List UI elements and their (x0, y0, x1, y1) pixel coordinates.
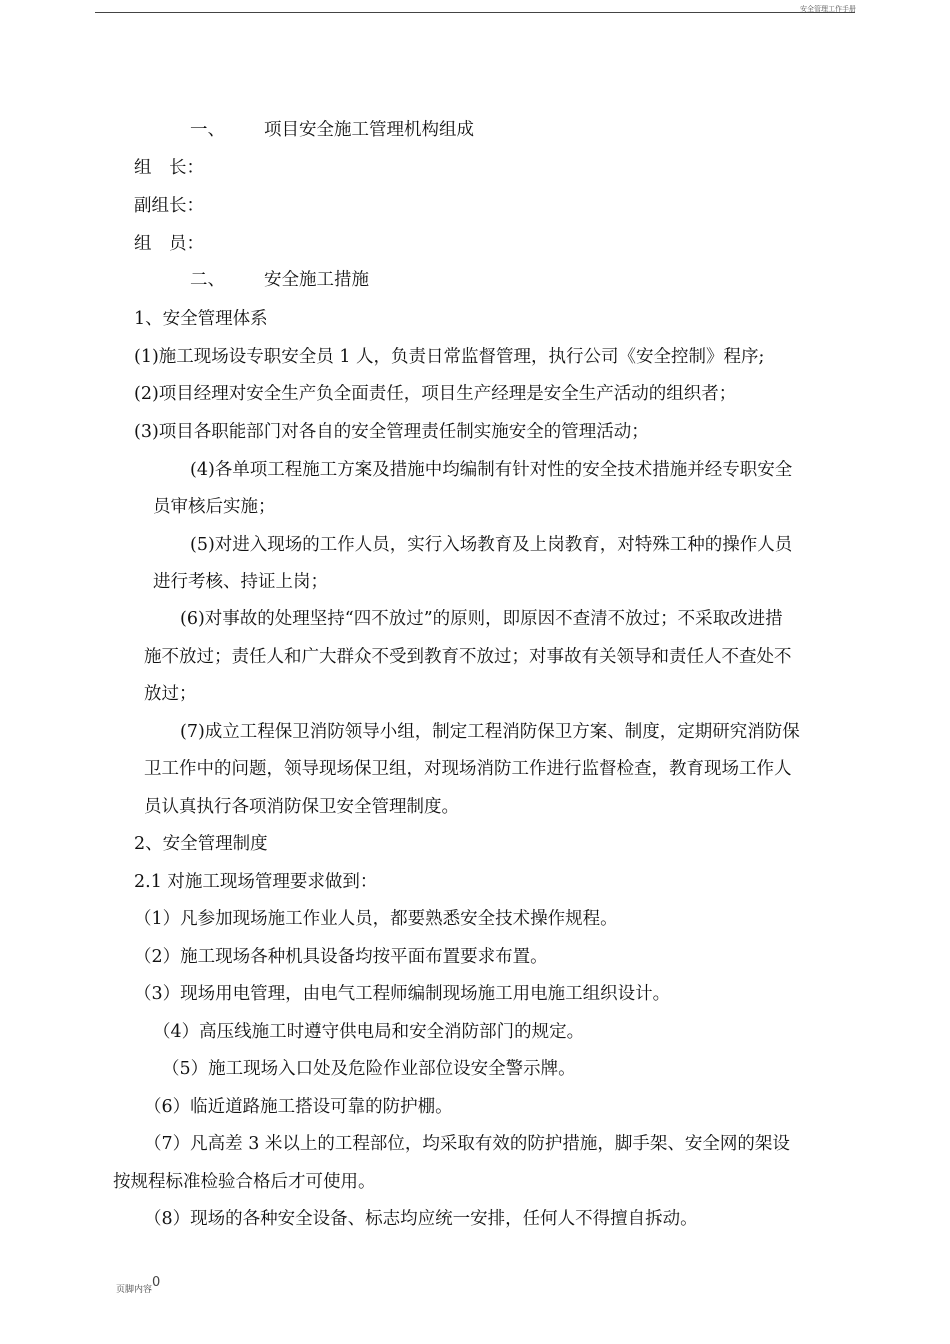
heading-1-number: 一、 (190, 120, 225, 140)
requirement-1: （1）凡参加现场施工作业人员，都要熟悉安全技术操作规程。 (134, 909, 618, 929)
requirement-8: （8）现场的各种安全设备、标志均应统一安排，任何人不得擅自拆动。 (144, 1209, 698, 1229)
section-1-title: 1、安全管理体系 (134, 309, 268, 329)
member-label: 组 员： (134, 234, 204, 254)
leader-label: 组 长： (134, 158, 204, 178)
paragraph-4-line-2: 员审核后实施； (153, 497, 276, 517)
paragraph-6-line-3: 放过； (144, 684, 197, 704)
section-2-1-title: 2.1 对施工现场管理要求做到： (134, 872, 378, 892)
footer-text: 页脚内容 (116, 1285, 153, 1295)
requirement-7-line-2: 按规程标准检验合格后才可使用。 (113, 1172, 376, 1192)
deputy-label: 副组长： (134, 196, 204, 216)
requirement-3: （3）现场用电管理，由电气工程师编制现场施工用电施工组织设计。 (134, 984, 671, 1004)
paragraph-3: (3)项目各职能部门对各自的安全管理责任制实施安全的管理活动； (134, 422, 649, 442)
section-2-title: 2、安全管理制度 (134, 834, 268, 854)
heading-2-text: 安全施工措施 (264, 270, 369, 290)
paragraph-7-line-1: (7)成立工程保卫消防领导小组，制定工程消防保卫方案、制度，定期研究消防保 (180, 722, 800, 742)
paragraph-2: (2)项目经理对安全生产负全面责任，项目生产经理是安全生产活动的组织者； (134, 384, 737, 404)
paragraph-5-line-1: (5)对进入现场的工作人员，实行入场教育及上岗教育，对特殊工种的操作人员 (190, 535, 793, 555)
paragraph-7-line-3: 员认真执行各项消防保卫安全管理制度。 (144, 797, 459, 817)
heading-1-text: 项目安全施工管理机构组成 (264, 120, 474, 140)
paragraph-7-line-2: 卫工作中的问题，领导现场保卫组，对现场消防工作进行监督检查，教育现场工作人 (144, 759, 792, 779)
paragraph-6-line-1: (6)对事故的处理坚持“四不放过”的原则，即原因不查清不放过；不采取改进措 (180, 609, 783, 629)
paragraph-1: (1)施工现场设专职安全员 1 人，负责日常监督管理，执行公司《安全控制》程序; (134, 347, 765, 367)
header-rule (95, 12, 855, 13)
requirement-2: （2）施工现场各种机具设备均按平面布置要求布置。 (134, 947, 548, 967)
footer (116, 1275, 161, 1296)
running-header: 安全管理工作手册 (800, 5, 856, 13)
requirement-5: （5）施工现场入口处及危险作业部位设安全警示牌。 (162, 1059, 576, 1079)
requirement-7-line-1: （7）凡高差 3 米以上的工程部位，均采取有效的防护措施，脚手架、安全网的架设 (144, 1134, 790, 1154)
requirement-4: （4）高压线施工时遵守供电局和安全消防部门的规定。 (153, 1022, 585, 1042)
requirement-6: （6）临近道路施工搭设可靠的防护棚。 (144, 1097, 453, 1117)
paragraph-5-line-2: 进行考核、持证上岗； (153, 572, 328, 592)
paragraph-6-line-2: 施不放过；责任人和广大群众不受到教育不放过；对事故有关领导和责任人不查处不 (144, 647, 792, 667)
heading-2-number: 二、 (190, 270, 225, 290)
paragraph-4-line-1: (4)各单项工程施工方案及措施中均编制有针对性的安全技术措施并经专职安全 (190, 460, 793, 480)
page-number: 0 (152, 1275, 161, 1290)
